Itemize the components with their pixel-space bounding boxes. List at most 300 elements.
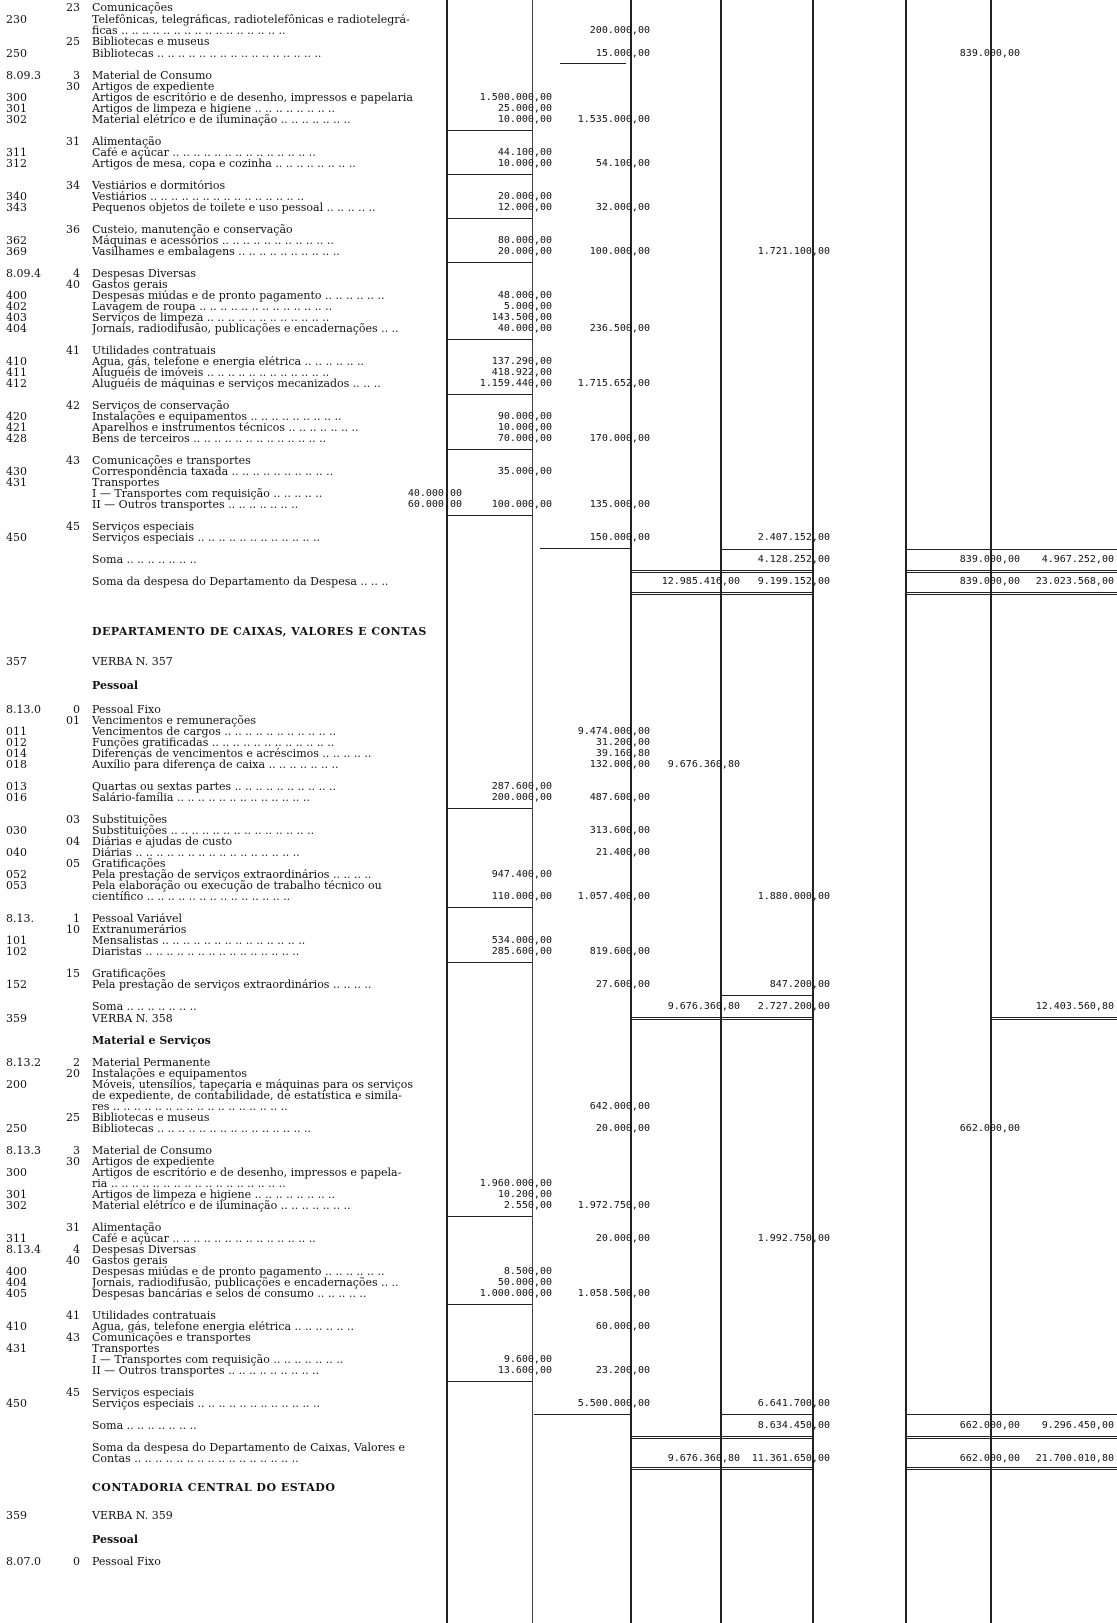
ledger-code: 0 [73, 1555, 80, 1568]
ledger-text: ficas .. .. .. .. .. .. .. .. .. .. .. .. .. .. .. .. [92, 25, 286, 37]
subtotal-rule [905, 1414, 1117, 1415]
ledger-ref: 404 [6, 1276, 27, 1289]
ledger-ref: 8.13.4 [6, 1243, 41, 1256]
ledger-text: Diárias e ajudas de custo [92, 836, 233, 848]
ledger-text: Artigos de expediente [92, 81, 215, 93]
ledger-ref: 300 [6, 1166, 27, 1179]
ledger-amount-col-2: 1.972.750,00 [577, 1200, 650, 1211]
ledger-text: Vestiários .. .. .. .. .. .. .. .. .. .. .. .. .. .. .. [92, 191, 304, 203]
ledger-amount-col-2: 20.000,00 [595, 1123, 650, 1134]
ledger-text: Serviços especiais .. .. .. .. .. .. .. .. .. .. .. .. [92, 532, 320, 544]
ledger-amount-col-1: 20.000,00 [497, 191, 552, 202]
ledger-row [0, 680, 1117, 692]
ledger-amount-col-4: 11.361.650,00 [751, 1453, 830, 1464]
ledger-amount-col-1: 90.000,00 [497, 411, 552, 422]
ledger-amount-col-1: 285.600,00 [491, 946, 552, 957]
ledger-amount-col-4: 1.721.100,00 [757, 246, 830, 257]
ledger-text: Pela prestação de serviços extraordinários .. .. .. .. [92, 869, 372, 881]
ledger-amount-col-4: 1.992.750,00 [757, 1233, 830, 1244]
subtotal-rule [446, 339, 532, 340]
ledger-text: Pessoal Variável [92, 913, 182, 925]
ledger-code: 30 [66, 80, 80, 93]
ledger-amount-col-1: 1.500.000,00 [479, 92, 552, 103]
subtotal-rule [446, 174, 532, 175]
ledger-text: Bibliotecas e museus [92, 36, 210, 48]
ledger-code: 45 [66, 1386, 80, 1399]
ledger-amount-col-7: 4.967.252,00 [1041, 554, 1114, 565]
ledger-text: Funções gratificadas .. .. .. .. .. .. .. .. .. .. .. .. [92, 737, 335, 749]
ledger-row [0, 1123, 1117, 1135]
ledger-amount-col-2: 100.000,00 [589, 246, 650, 257]
total-rule [905, 592, 1117, 595]
ledger-ref: 230 [6, 13, 27, 26]
ledger-code: 30 [66, 1155, 80, 1168]
ledger-ref: 011 [6, 725, 27, 738]
ledger-text: Despesas Diversas [92, 1244, 197, 1256]
ledger-amount-col-1: 137.290,00 [491, 356, 552, 367]
ledger-ref: 340 [6, 190, 27, 203]
ledger-ref: 311 [6, 146, 27, 159]
ledger-ref: 8.13.2 [6, 1056, 41, 1069]
ledger-row [0, 1510, 1117, 1522]
ledger-code: 0 [73, 703, 80, 716]
ledger-text: Quartas ou sextas partes .. .. .. .. .. .. .. .. .. .. [92, 781, 337, 793]
ledger-amount-col-3: 12.985.416,00 [661, 576, 740, 587]
ledger-amount-col-2: 135.000,00 [589, 499, 650, 510]
ledger-code: 36 [66, 223, 80, 236]
ledger-row [0, 554, 1117, 566]
ledger-ref: 369 [6, 245, 27, 258]
ledger-code: 23 [66, 1, 80, 14]
ledger-code: 31 [66, 135, 80, 148]
ledger-ref: 040 [6, 846, 27, 859]
ledger-text: Substituições [92, 814, 168, 826]
ledger-amount-col-1: 418.922,00 [491, 367, 552, 378]
ledger-amount-col-6: 839.000,00 [959, 554, 1020, 565]
ledger-ref: 8.13. [6, 912, 34, 925]
ledger-amount-col-1: 70.000,00 [497, 433, 552, 444]
ledger-row [0, 1534, 1117, 1546]
subtotal-rule [905, 549, 1117, 550]
ledger-row [0, 979, 1117, 991]
ledger-code: 41 [66, 344, 80, 357]
ledger-amount-col-1: 1.000.000,00 [479, 1288, 552, 1299]
ledger-amount-col-7: 12.403.560,80 [1035, 1001, 1114, 1012]
ledger-code: 40 [66, 278, 80, 291]
ledger-ref: 200 [6, 1078, 27, 1091]
ledger-amount-col-4: 847.200,00 [769, 979, 830, 990]
total-rule [905, 1436, 1117, 1439]
ledger-text: Gratificações [92, 858, 166, 870]
ledger-row [0, 323, 1117, 335]
ledger-text: Pequenos objetos de toilete e uso pessoal .. .. .. .. .. [92, 202, 376, 214]
ledger-text: Diferenças de vencimentos e acréscimos .. .. .. .. .. [92, 748, 372, 760]
ledger-amount-col-1: 12.000,00 [497, 202, 552, 213]
ledger-text: Artigos de mesa, copa e cozinha .. .. .. .. .. .. .. .. [92, 158, 356, 170]
total-rule [905, 1467, 1117, 1470]
ledger-text: científico .. .. .. .. .. .. .. .. .. .. .. .. .. .. [92, 891, 291, 903]
ledger-amount-col-4: 1.880.000,00 [757, 891, 830, 902]
ledger-amount-col-2: 9.474.000,00 [577, 726, 650, 737]
ledger-ref: 8.13.0 [6, 703, 41, 716]
ledger-code: 03 [66, 813, 80, 826]
ledger-text: Pessoal Fixo [92, 1556, 161, 1568]
ledger-row [0, 1556, 1117, 1568]
ledger-row [0, 946, 1117, 958]
ledger-text: Telefônicas, telegráficas, radiotelefônicas e radiotelegrá- [92, 14, 410, 26]
ledger-amount-col-2: 1.057.400,00 [577, 891, 650, 902]
ledger-ref: 013 [6, 780, 27, 793]
ledger-amount-col-1: 10.000,00 [497, 422, 552, 433]
ledger-ref: 030 [6, 824, 27, 837]
ledger-row [0, 656, 1117, 668]
ledger-amount-col-2: 1.535.000,00 [577, 114, 650, 125]
ledger-ref: 450 [6, 1397, 27, 1410]
ledger-text: Pela prestação de serviços extraordinários .. .. .. .. [92, 979, 372, 991]
ledger-amount-col-4: 9.199.152,00 [757, 576, 830, 587]
ledger-text: Despesas Diversas [92, 268, 197, 280]
ledger-text: de expediente, de contabilidade, de estatística e simila- [92, 1090, 402, 1102]
ledger-ref: 410 [6, 1320, 27, 1333]
ledger-ref: 101 [6, 934, 27, 947]
ledger-text: I — Transportes com requisição .. .. .. .. .. [92, 488, 323, 500]
ledger-amount-col-1: 8.500,00 [503, 1266, 552, 1277]
ledger-amount-col-1: 200.000,00 [491, 792, 552, 803]
ledger-amount-col-1: 10.000,00 [497, 114, 552, 125]
ledger-amount-col-2: 200.000,00 [589, 25, 650, 36]
ledger-text: Água, gás, telefone energia elétrica .. .. .. .. .. .. [92, 1321, 354, 1333]
ledger-code: 40 [66, 1254, 80, 1267]
ledger-ref: 343 [6, 201, 27, 214]
ledger-inner: 60.000,00 [407, 499, 462, 510]
ledger-row [0, 202, 1117, 214]
ledger-text: Vestiários e dormitórios [92, 180, 226, 192]
ledger-row [0, 114, 1117, 126]
ledger-code: 3 [73, 69, 80, 82]
subtotal-rule [446, 1304, 532, 1305]
ledger-code: 10 [66, 923, 80, 936]
ledger-amount-col-2: 32.000,00 [595, 202, 650, 213]
ledger-amount-col-2: 15.000,00 [595, 48, 650, 59]
ledger-amount-col-1: 20.000,00 [497, 246, 552, 257]
ledger-text: Gratificações [92, 968, 166, 980]
ledger-amount-col-1: 13.600,00 [497, 1365, 552, 1376]
subtotal-rule [446, 808, 532, 809]
ledger-row [0, 1288, 1117, 1300]
ledger-row [0, 891, 1117, 903]
subtotal-rule [446, 1381, 532, 1382]
ledger-ref: 012 [6, 736, 27, 749]
ledger-amount-col-6: 839.000,00 [959, 48, 1020, 59]
ledger-ref: 102 [6, 945, 27, 958]
ledger-ref: 152 [6, 978, 27, 991]
ledger-text: Artigos de escritório e de desenho, impressos e papelaria [92, 92, 413, 104]
ledger-text: Serviços especiais [92, 1387, 195, 1399]
ledger-text: Bens de terceiros .. .. .. .. .. .. .. .. .. .. .. .. .. [92, 433, 327, 445]
ledger-text: Instalações e equipamentos [92, 1068, 248, 1080]
ledger-ref: 400 [6, 1265, 27, 1278]
ledger-row [0, 626, 1117, 638]
ledger-text: Salário-família .. .. .. .. .. .. .. .. .. .. .. .. .. [92, 792, 310, 804]
subtotal-rule [722, 1414, 812, 1415]
ledger-text: Comunicações [92, 2, 173, 14]
ledger-text: Utilidades contratuais [92, 345, 216, 357]
subtotal-rule [446, 218, 532, 219]
ledger-ref: 400 [6, 289, 27, 302]
subtotal-rule [534, 1414, 630, 1415]
ledger-amount-col-7: 9.296.450,00 [1041, 1420, 1114, 1431]
ledger-text: Material de Consumo [92, 70, 213, 82]
ledger-ref: 312 [6, 157, 27, 170]
ledger-ref: 302 [6, 113, 27, 126]
ledger-text: Bibliotecas e museus [92, 1112, 210, 1124]
ledger-amount-col-2: 31.200,00 [595, 737, 650, 748]
ledger-amount-col-3: 9.676.360,80 [667, 1453, 740, 1464]
subtotal-rule [722, 995, 812, 996]
subtotal-rule [446, 962, 532, 963]
ledger-text: Vencimentos de cargos .. .. .. .. .. .. .. .. .. .. .. [92, 726, 337, 738]
ledger-ref: 420 [6, 410, 27, 423]
ledger-amount-col-4: 4.128.252,00 [757, 554, 830, 565]
ledger-code: 4 [73, 1243, 80, 1256]
ledger-text: Auxílio para diferença de caixa .. .. .. .. .. .. .. [92, 759, 339, 771]
ledger-ref: 301 [6, 102, 27, 115]
ledger-amount-col-1: 9.600,00 [503, 1354, 552, 1365]
ledger-ref: 8.07.0 [6, 1555, 41, 1568]
ledger-code: 2 [73, 1056, 80, 1069]
ledger-row [0, 1365, 1117, 1377]
ledger-amount-col-1: 48.000,00 [497, 290, 552, 301]
ledger-text: Contas .. .. .. .. .. .. .. .. .. .. .. .. .. .. .. .. [92, 1453, 299, 1465]
ledger-code: 41 [66, 1309, 80, 1322]
ledger-text: Soma .. .. .. .. .. .. .. [92, 554, 197, 566]
ledger-ref: 431 [6, 1342, 27, 1355]
ledger-ref: 357 [6, 655, 27, 668]
ledger-text: Aparelhos e instrumentos técnicos .. .. .. .. .. .. .. [92, 422, 359, 434]
ledger-amount-col-3: 9.676.360,80 [667, 1001, 740, 1012]
ledger-code: 15 [66, 967, 80, 980]
ledger-amount-col-1: 40.000,00 [497, 323, 552, 334]
ledger-amount-col-1: 80.000,00 [497, 235, 552, 246]
ledger-amount-col-1: 44.100,00 [497, 147, 552, 158]
ledger-text: Utilidades contratuais [92, 1310, 216, 1322]
ledger-text: Material elétrico e de iluminação .. .. .. .. .. .. .. [92, 1200, 351, 1212]
ledger-amount-col-2: 487.600,00 [589, 792, 650, 803]
total-rule [632, 592, 812, 595]
ledger-code: 31 [66, 1221, 80, 1234]
ledger-text: Material e Serviços [92, 1035, 211, 1047]
ledger-text: Transportes [92, 1343, 160, 1355]
ledger-text: Soma .. .. .. .. .. .. .. [92, 1001, 197, 1013]
ledger-code: 3 [73, 1144, 80, 1157]
ledger-ref: 250 [6, 47, 27, 60]
ledger-amount-col-2: 60.000,00 [595, 1321, 650, 1332]
ledger-row [0, 1453, 1117, 1465]
ledger-ref: 300 [6, 91, 27, 104]
ledger-ref: 359 [6, 1509, 27, 1522]
ledger-ref: 311 [6, 1232, 27, 1245]
ledger-text: Serviços de limpeza .. .. .. .. .. .. .. .. .. .. .. .. [92, 312, 330, 324]
ledger-row [0, 1200, 1117, 1212]
ledger-amount-col-2: 150.000,00 [589, 532, 650, 543]
ledger-amount-col-2: 27.600,00 [595, 979, 650, 990]
ledger-text: Diaristas .. .. .. .. .. .. .. .. .. .. .. .. .. .. .. [92, 946, 300, 958]
ledger-amount-col-1: 143.500,00 [491, 312, 552, 323]
ledger-text: Correspondência taxada .. .. .. .. .. .. .. .. .. .. [92, 466, 334, 478]
ledger-text: Bibliotecas .. .. .. .. .. .. .. .. .. .. .. .. .. .. .. .. [92, 48, 322, 60]
total-rule [632, 570, 812, 573]
ledger-text: Instalações e equipamentos .. .. .. .. .. .. .. .. .. [92, 411, 342, 423]
ledger-ref: 301 [6, 1188, 27, 1201]
ledger-text: Custeio, manutenção e conservação [92, 224, 293, 236]
ledger-row [0, 576, 1117, 588]
ledger-amount-col-2: 1.058.500,00 [577, 1288, 650, 1299]
ledger-ref: 405 [6, 1287, 27, 1300]
total-rule [905, 570, 1117, 573]
ledger-text: VERBA N. 357 [92, 656, 173, 668]
ledger-text: Água, gás, telefone e energia elétrica .. .. .. .. .. .. [92, 356, 364, 368]
ledger-amount-col-2: 21.400,00 [595, 847, 650, 858]
ledger-amount-col-2: 170.000,00 [589, 433, 650, 444]
ledger-text: Aluguéis de imóveis .. .. .. .. .. .. .. .. .. .. .. .. [92, 367, 330, 379]
ledger-amount-col-2: 5.500.000,00 [577, 1398, 650, 1409]
ledger-ref: 018 [6, 758, 27, 771]
ledger-row [0, 1482, 1117, 1494]
ledger-text: II — Outros transportes .. .. .. .. .. .. .. [92, 499, 299, 511]
ledger-code: 1 [73, 912, 80, 925]
ledger-ref: 359 [6, 1012, 27, 1025]
subtotal-rule [446, 130, 532, 131]
ledger-text: Café e açúcar .. .. .. .. .. .. .. .. .. .. .. .. .. .. [92, 1233, 316, 1245]
ledger-amount-col-2: 1.715.652,00 [577, 378, 650, 389]
ledger-text: Vasilhames e embalagens .. .. .. .. .. .. .. .. .. .. [92, 246, 340, 258]
ledger-text: Artigos de limpeza e higiene .. .. .. .. .. .. .. .. [92, 1189, 336, 1201]
ledger-text: Aluguéis de máquinas e serviços mecanizados .. .. .. [92, 378, 381, 390]
ledger-row [0, 433, 1117, 445]
ledger-text: Material de Consumo [92, 1145, 213, 1157]
ledger-row [0, 1398, 1117, 1410]
ledger-amount-col-2: 20.000,00 [595, 1233, 650, 1244]
ledger-row [0, 532, 1117, 544]
ledger-text: Soma .. .. .. .. .. .. .. [92, 1420, 197, 1432]
ledger-text: Jornais, radiodifusão, publicações e encadernações .. .. [92, 1277, 399, 1289]
ledger-ref: 053 [6, 879, 27, 892]
ledger-amount-col-1: 1.960.000,00 [479, 1178, 552, 1189]
ledger-row [0, 759, 1117, 771]
ledger-text: CONTADORIA CENTRAL DO ESTADO [92, 1482, 336, 1494]
ledger-text: Substituições .. .. .. .. .. .. .. .. .. .. .. .. .. .. [92, 825, 315, 837]
ledger-ref: 410 [6, 355, 27, 368]
total-rule [632, 1436, 812, 1439]
ledger-text: Artigos de escritório e de desenho, impressos e papela- [92, 1167, 402, 1179]
ledger-row [0, 1001, 1117, 1013]
ledger-code: 20 [66, 1067, 80, 1080]
ledger-row [0, 36, 1117, 48]
ledger-text: Pela elaboração ou execução de trabalho técnico ou [92, 880, 382, 892]
ledger-row [0, 2, 1117, 14]
ledger-text: Comunicações e transportes [92, 1332, 251, 1344]
ledger-ref: 428 [6, 432, 27, 445]
ledger-code: 4 [73, 267, 80, 280]
ledger-amount-col-7: 23.023.568,00 [1035, 576, 1114, 587]
ledger-ref: 404 [6, 322, 27, 335]
ledger-amount-col-4: 8.634.450,00 [757, 1420, 830, 1431]
ledger-text: Móveis, utensílios, tapeçaria e máquinas para os serviços [92, 1079, 414, 1091]
ledger-ref: 431 [6, 476, 27, 489]
ledger-text: Soma da despesa do Departamento de Caixas, Valores e [92, 1442, 406, 1454]
ledger-amount-col-2: 236.500,00 [589, 323, 650, 334]
ledger-text: Material Permanente [92, 1057, 211, 1069]
ledger-ref: 421 [6, 421, 27, 434]
ledger-ref: 403 [6, 311, 27, 324]
ledger-text: II — Outros transportes .. .. .. .. .. .. .. .. .. [92, 1365, 320, 1377]
ledger-amount-col-2: 819.600,00 [589, 946, 650, 957]
ledger-ref: 014 [6, 747, 27, 760]
ledger-text: res .. .. .. .. .. .. .. .. .. .. .. .. .. .. .. .. .. [92, 1101, 288, 1113]
ledger-ref: 411 [6, 366, 27, 379]
ledger-text: Alimentação [92, 1222, 162, 1234]
ledger-ref: 402 [6, 300, 27, 313]
ledger-text: Pessoal [92, 680, 139, 692]
ledger-row [0, 48, 1117, 60]
subtotal-rule [446, 907, 532, 908]
ledger-text: Material elétrico e de iluminação .. .. .. .. .. .. .. [92, 114, 351, 126]
ledger-amount-col-2: 54.100,00 [595, 158, 650, 169]
subtotal-rule [446, 515, 532, 516]
ledger-amount-col-1: 100.000,00 [491, 499, 552, 510]
ledger-amount-col-2: 642.000,00 [589, 1101, 650, 1112]
ledger-amount-col-1: 50.000,00 [497, 1277, 552, 1288]
ledger-amount-col-7: 21.700.010,80 [1035, 1453, 1114, 1464]
ledger-text: Serviços especiais .. .. .. .. .. .. .. .. .. .. .. .. [92, 1398, 320, 1410]
ledger-amount-col-2: 132.000,00 [589, 759, 650, 770]
ledger-row [0, 1013, 1117, 1025]
ledger-ref: 052 [6, 868, 27, 881]
ledger-text: Extranumerários [92, 924, 187, 936]
ledger-text: Pessoal [92, 1534, 139, 1546]
ledger-amount-col-1: 5.000,00 [503, 301, 552, 312]
ledger-amount-col-2: 23.200,00 [595, 1365, 650, 1376]
ledger-ref: 302 [6, 1199, 27, 1212]
ledger-row [0, 499, 1117, 511]
ledger-text: Artigos de expediente [92, 1156, 215, 1168]
ledger-text: Máquinas e acessórios .. .. .. .. .. .. .. .. .. .. .. [92, 235, 334, 247]
ledger-text: Serviços de conservação [92, 400, 230, 412]
ledger-text: Diárias .. .. .. .. .. .. .. .. .. .. .. .. .. .. .. .. [92, 847, 300, 859]
ledger-text: Lavagem de roupa .. .. .. .. .. .. .. .. .. .. .. .. .. [92, 301, 333, 313]
ledger-amount-col-6: 662.000,00 [959, 1123, 1020, 1134]
ledger-amount-col-1: 534.000,00 [491, 935, 552, 946]
ledger-amount-col-2: 313.600,00 [589, 825, 650, 836]
ledger-amount-col-1: 10.200,00 [497, 1189, 552, 1200]
ledger-row [0, 378, 1117, 390]
ledger-text: Mensalistas .. .. .. .. .. .. .. .. .. .. .. .. .. .. [92, 935, 306, 947]
subtotal-rule [446, 1216, 532, 1217]
ledger-text: Vencimentos e remunerações [92, 715, 257, 727]
ledger-text: Bibliotecas .. .. .. .. .. .. .. .. .. .. .. .. .. .. .. [92, 1123, 311, 1135]
ledger-amount-col-4: 6.641.700,00 [757, 1398, 830, 1409]
ledger-amount-col-1: 35.000,00 [497, 466, 552, 477]
ledger-text: Pessoal Fixo [92, 704, 161, 716]
ledger-inner: 40.000,00 [407, 488, 462, 499]
ledger-ref: 016 [6, 791, 27, 804]
subtotal-rule [446, 449, 532, 450]
ledger-row [0, 158, 1117, 170]
ledger-code: 04 [66, 835, 80, 848]
ledger-amount-col-1: 110.000,00 [491, 891, 552, 902]
ledger-amount-col-6: 662.000,00 [959, 1453, 1020, 1464]
ledger-text: Alimentação [92, 136, 162, 148]
